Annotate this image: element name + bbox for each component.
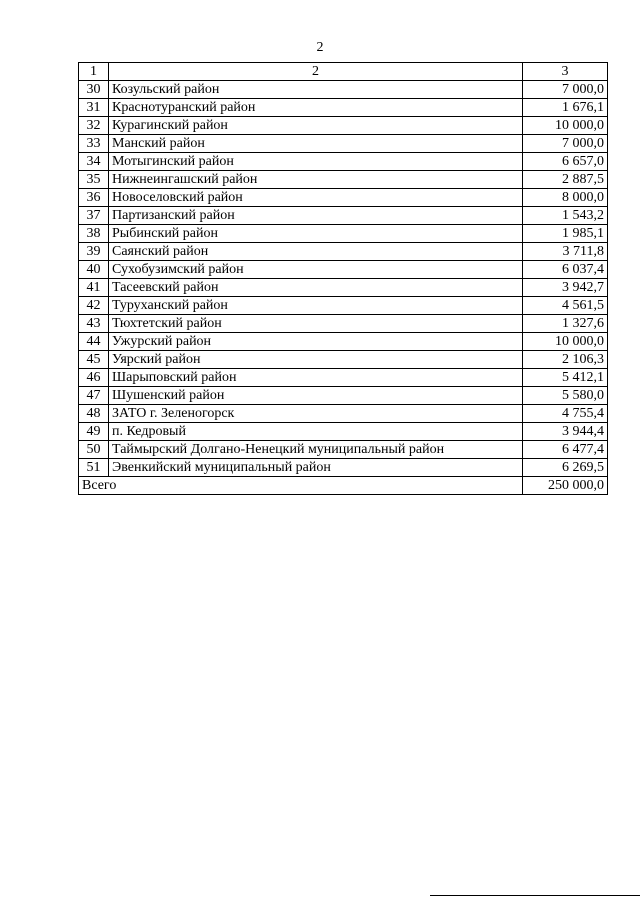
row-district-name: Сухобузимский район — [109, 261, 523, 279]
row-number: 40 — [79, 261, 109, 279]
row-district-name: Краснотуранский район — [109, 99, 523, 117]
row-amount: 6 269,5 — [523, 459, 608, 477]
table-row — [79, 297, 608, 315]
table-header-row — [79, 63, 608, 81]
row-number: 32 — [79, 117, 109, 135]
table-row — [79, 459, 608, 477]
row-number: 34 — [79, 153, 109, 171]
table-row — [79, 315, 608, 333]
row-amount: 1 327,6 — [523, 315, 608, 333]
row-amount: 6 657,0 — [523, 153, 608, 171]
table-row — [79, 81, 608, 99]
table-row — [79, 369, 608, 387]
allocation-table — [78, 62, 608, 495]
row-district-name: п. Кедровый — [109, 423, 523, 441]
row-number: 46 — [79, 369, 109, 387]
row-amount: 7 000,0 — [523, 135, 608, 153]
row-number: 41 — [79, 279, 109, 297]
row-amount: 8 000,0 — [523, 189, 608, 207]
table-row — [79, 117, 608, 135]
row-district-name: Новоселовский район — [109, 189, 523, 207]
table-row — [79, 135, 608, 153]
row-district-name: Рыбинский район — [109, 225, 523, 243]
table-row — [79, 423, 608, 441]
row-amount: 6 037,4 — [523, 261, 608, 279]
row-number: 42 — [79, 297, 109, 315]
table-row — [79, 207, 608, 225]
row-amount: 5 412,1 — [523, 369, 608, 387]
row-district-name: Ужурский район — [109, 333, 523, 351]
table-row — [79, 441, 608, 459]
table-row — [79, 333, 608, 351]
row-district-name: Туруханский район — [109, 297, 523, 315]
row-amount: 1 543,2 — [523, 207, 608, 225]
row-amount: 1 985,1 — [523, 225, 608, 243]
table-row — [79, 279, 608, 297]
row-district-name: Тасеевский район — [109, 279, 523, 297]
row-number: 38 — [79, 225, 109, 243]
row-district-name: Шарыповский район — [109, 369, 523, 387]
row-district-name: Нижнеингашский район — [109, 171, 523, 189]
table-row — [79, 387, 608, 405]
row-number: 47 — [79, 387, 109, 405]
row-district-name: Уярский район — [109, 351, 523, 369]
row-number: 33 — [79, 135, 109, 153]
row-district-name: Эвенкийский муниципальный район — [109, 459, 523, 477]
row-district-name: Курагинский район — [109, 117, 523, 135]
table-body — [79, 81, 608, 477]
table-row — [79, 243, 608, 261]
total-row — [79, 477, 608, 495]
header-col-name: 2 — [109, 63, 523, 81]
row-number: 49 — [79, 423, 109, 441]
table-row — [79, 189, 608, 207]
row-amount: 3 944,4 — [523, 423, 608, 441]
row-district-name: Шушенский район — [109, 387, 523, 405]
row-number: 31 — [79, 99, 109, 117]
row-amount: 10 000,0 — [523, 117, 608, 135]
row-district-name: Тюхтетский район — [109, 315, 523, 333]
table-row — [79, 405, 608, 423]
row-district-name: Партизанский район — [109, 207, 523, 225]
total-label: Всего — [79, 477, 523, 495]
row-number: 44 — [79, 333, 109, 351]
row-number: 48 — [79, 405, 109, 423]
footer-divider — [430, 895, 640, 896]
header-col-value: 3 — [523, 63, 608, 81]
row-district-name: Саянский район — [109, 243, 523, 261]
row-number: 45 — [79, 351, 109, 369]
row-number: 43 — [79, 315, 109, 333]
row-number: 51 — [79, 459, 109, 477]
row-number: 36 — [79, 189, 109, 207]
page-number: 2 — [316, 40, 324, 55]
table-row — [79, 171, 608, 189]
row-number: 37 — [79, 207, 109, 225]
row-amount: 2 887,5 — [523, 171, 608, 189]
row-amount: 3 942,7 — [523, 279, 608, 297]
row-amount: 5 580,0 — [523, 387, 608, 405]
total-value: 250 000,0 — [523, 477, 608, 495]
row-number: 39 — [79, 243, 109, 261]
table-row — [79, 153, 608, 171]
table-row — [79, 351, 608, 369]
table-row — [79, 261, 608, 279]
row-amount: 4 561,5 — [523, 297, 608, 315]
row-district-name: Козульский район — [109, 81, 523, 99]
row-number: 50 — [79, 441, 109, 459]
row-number: 30 — [79, 81, 109, 99]
row-amount: 7 000,0 — [523, 81, 608, 99]
row-amount: 6 477,4 — [523, 441, 608, 459]
row-district-name: Таймырский Долгано-Ненецкий муниципальный район — [109, 441, 523, 459]
row-amount: 3 711,8 — [523, 243, 608, 261]
row-district-name: Манский район — [109, 135, 523, 153]
row-amount: 1 676,1 — [523, 99, 608, 117]
table-row — [79, 99, 608, 117]
row-amount: 4 755,4 — [523, 405, 608, 423]
header-col-number: 1 — [79, 63, 109, 81]
row-district-name: Мотыгинский район — [109, 153, 523, 171]
row-amount: 10 000,0 — [523, 333, 608, 351]
row-amount: 2 106,3 — [523, 351, 608, 369]
row-number: 35 — [79, 171, 109, 189]
table-row — [79, 225, 608, 243]
row-district-name: ЗАТО г. Зеленогорск — [109, 405, 523, 423]
